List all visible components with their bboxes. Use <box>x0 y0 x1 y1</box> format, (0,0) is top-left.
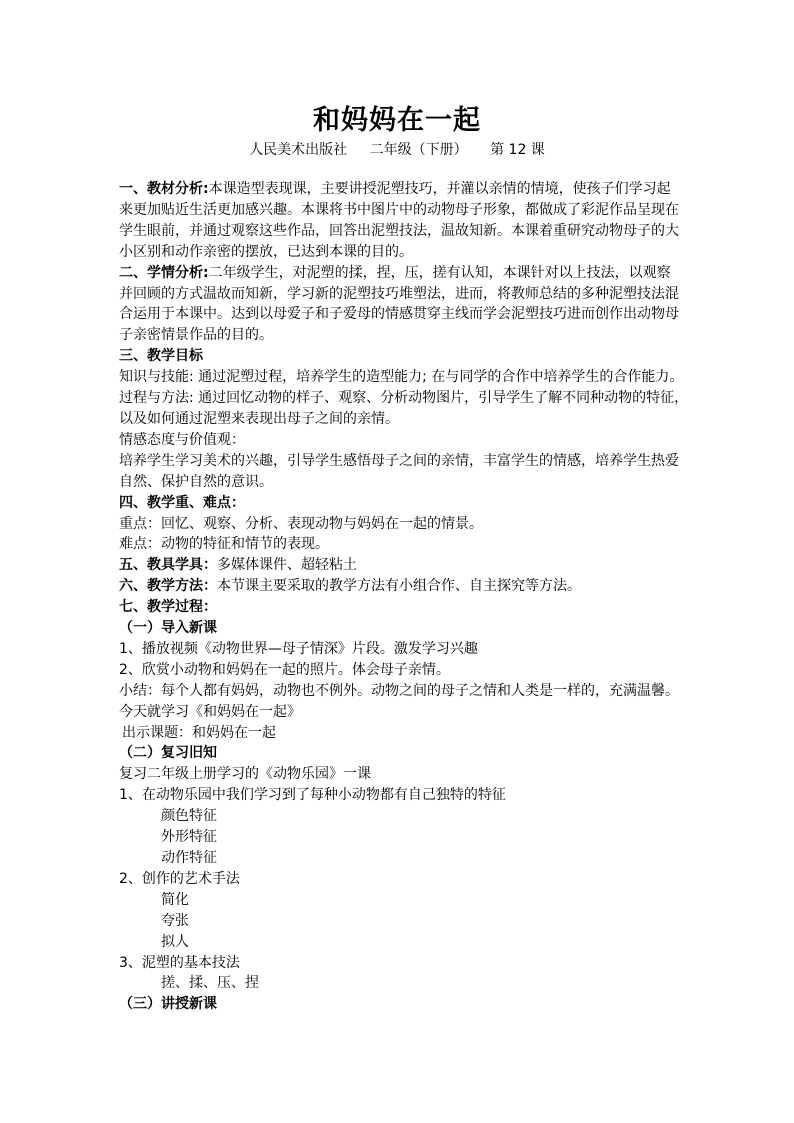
paragraph-text: 本节课主要采取的教学方法有小组合作、自主探究等方法。 <box>217 578 581 595</box>
paragraph-line: 2、欣赏小动物和妈妈在一起的照片。体会母子亲情。 <box>119 661 450 678</box>
paragraph-text: 多媒体课件、超轻粘土 <box>217 557 357 574</box>
paragraph-line: 学生眼前，并通过观察这些作品，回答出泥塑技法，温故知新。本课着重研究动物母子的大 <box>119 222 679 239</box>
paragraph-line: 过程与方法: 通过回忆动物的样子、观察、分析动物图片，引导学生了解不同种动物的特征， <box>119 390 689 407</box>
sub-list-item: 简化 <box>161 891 189 908</box>
paragraph-line: 1、播放视频《动物世界—母子情深》片段。激发学习兴趣 <box>119 640 478 657</box>
paragraph-line: 出示课题：和妈妈在一起 <box>122 724 276 741</box>
sub-list-item: 搓、揉、压、捏 <box>161 975 259 992</box>
subsection-heading: （一）导入新课 <box>119 620 217 637</box>
paragraph-text: 本课造型表现课，主要讲授泥塑技巧，并灌以亲情的情境，使孩子们学习起 <box>208 181 671 197</box>
list-item: 1、在动物乐园中我们学习到了每种小动物都有自己独特的特征 <box>119 787 506 804</box>
section-heading: 七、教学过程： <box>119 599 217 616</box>
paragraph-line: 今天就学习《和妈妈在一起》 <box>119 703 301 720</box>
section-heading: 一、教材分析: <box>119 181 209 197</box>
subsection-heading: （三）讲授新课 <box>119 996 217 1013</box>
paragraph-line <box>119 263 689 284</box>
sub-list-item: 拟人 <box>161 933 189 950</box>
page-title: 和妈妈在一起 <box>313 105 481 136</box>
paragraph-line: 子亲密情景作品的目的。 <box>119 327 273 344</box>
paragraph-line: 知识与技能: 通过泥塑过程，培养学生的造型能力; 在与同学的合作中培养学生的合作能力。 <box>119 369 684 386</box>
section-heading: 二、学情分析: <box>119 264 209 281</box>
paragraph-line: 难点：动物的特征和情节的表现。 <box>119 536 329 553</box>
section-heading: 三、教学目标 <box>119 348 203 365</box>
paragraph-line: 以及如何通过泥塑来表现出母子之间的亲情。 <box>119 410 399 427</box>
paragraph-line: 合运用于本课中。达到以母爱子和子爱母的情感贯穿主线而学会泥塑技巧进而创作出动物母 <box>119 306 679 323</box>
section-heading: 五、教具学具： <box>119 557 217 574</box>
paragraph-line: 来更加贴近生活更加感兴趣。本课将书中图片中的动物母子形象，都做成了彩泥作品呈现在 <box>119 201 679 218</box>
paragraph-line: 小结：每个人都有妈妈，动物也不例外。动物之间的母子之情和人类是一样的，充满温馨。 <box>119 682 679 699</box>
sub-list-item: 颜色特征 <box>161 808 217 825</box>
lesson-number: 第 12 课 <box>490 142 545 158</box>
sub-list-item: 动作特征 <box>161 850 217 866</box>
section-heading: 六、教学方法： <box>119 578 217 595</box>
list-item: 3、泥塑的基本技法 <box>119 954 240 971</box>
sub-list-item: 夸张 <box>161 912 189 929</box>
paragraph-line <box>119 576 689 597</box>
page-subtitle <box>0 139 794 159</box>
grade: 二年级（下册） <box>369 142 468 158</box>
publisher: 人民美术出版社 <box>249 142 348 158</box>
paragraph-line: 培养学生学习美术的兴趣，引导学生感悟母子之间的亲情，丰富学生的情感，培养学生热爱 <box>119 452 679 469</box>
document-body <box>119 179 689 1015</box>
list-item: 2、创作的艺术手法 <box>119 870 240 887</box>
paragraph-line <box>119 179 689 200</box>
paragraph-line: 小区别和动作亲密的摆放，已达到本课的目的。 <box>119 243 413 260</box>
paragraph-line: 情感态度与价值观： <box>119 431 245 448</box>
paragraph-line: 复习二年级上册学习的《动物乐园》一课 <box>119 766 371 783</box>
subsection-heading: （二）复习旧知 <box>119 745 217 762</box>
sub-list-item: 外形特征 <box>161 829 217 846</box>
paragraph-text: 二年级学生，对泥塑的揉，捏，压，搓有认知，本课针对以上技法，以观察 <box>208 264 671 281</box>
paragraph-line: 自然、保护自然的意识。 <box>119 473 273 490</box>
section-heading: 四、教学重、难点： <box>119 494 245 511</box>
paragraph-line: 并回顾的方式温故而知新，学习新的泥塑技巧堆塑法，进而，将教师总结的多种泥塑技法混 <box>119 285 679 302</box>
paragraph-line <box>119 555 689 576</box>
paragraph-line: 重点：回忆、观察、分析、表现动物与妈妈在一起的情景。 <box>119 515 483 532</box>
